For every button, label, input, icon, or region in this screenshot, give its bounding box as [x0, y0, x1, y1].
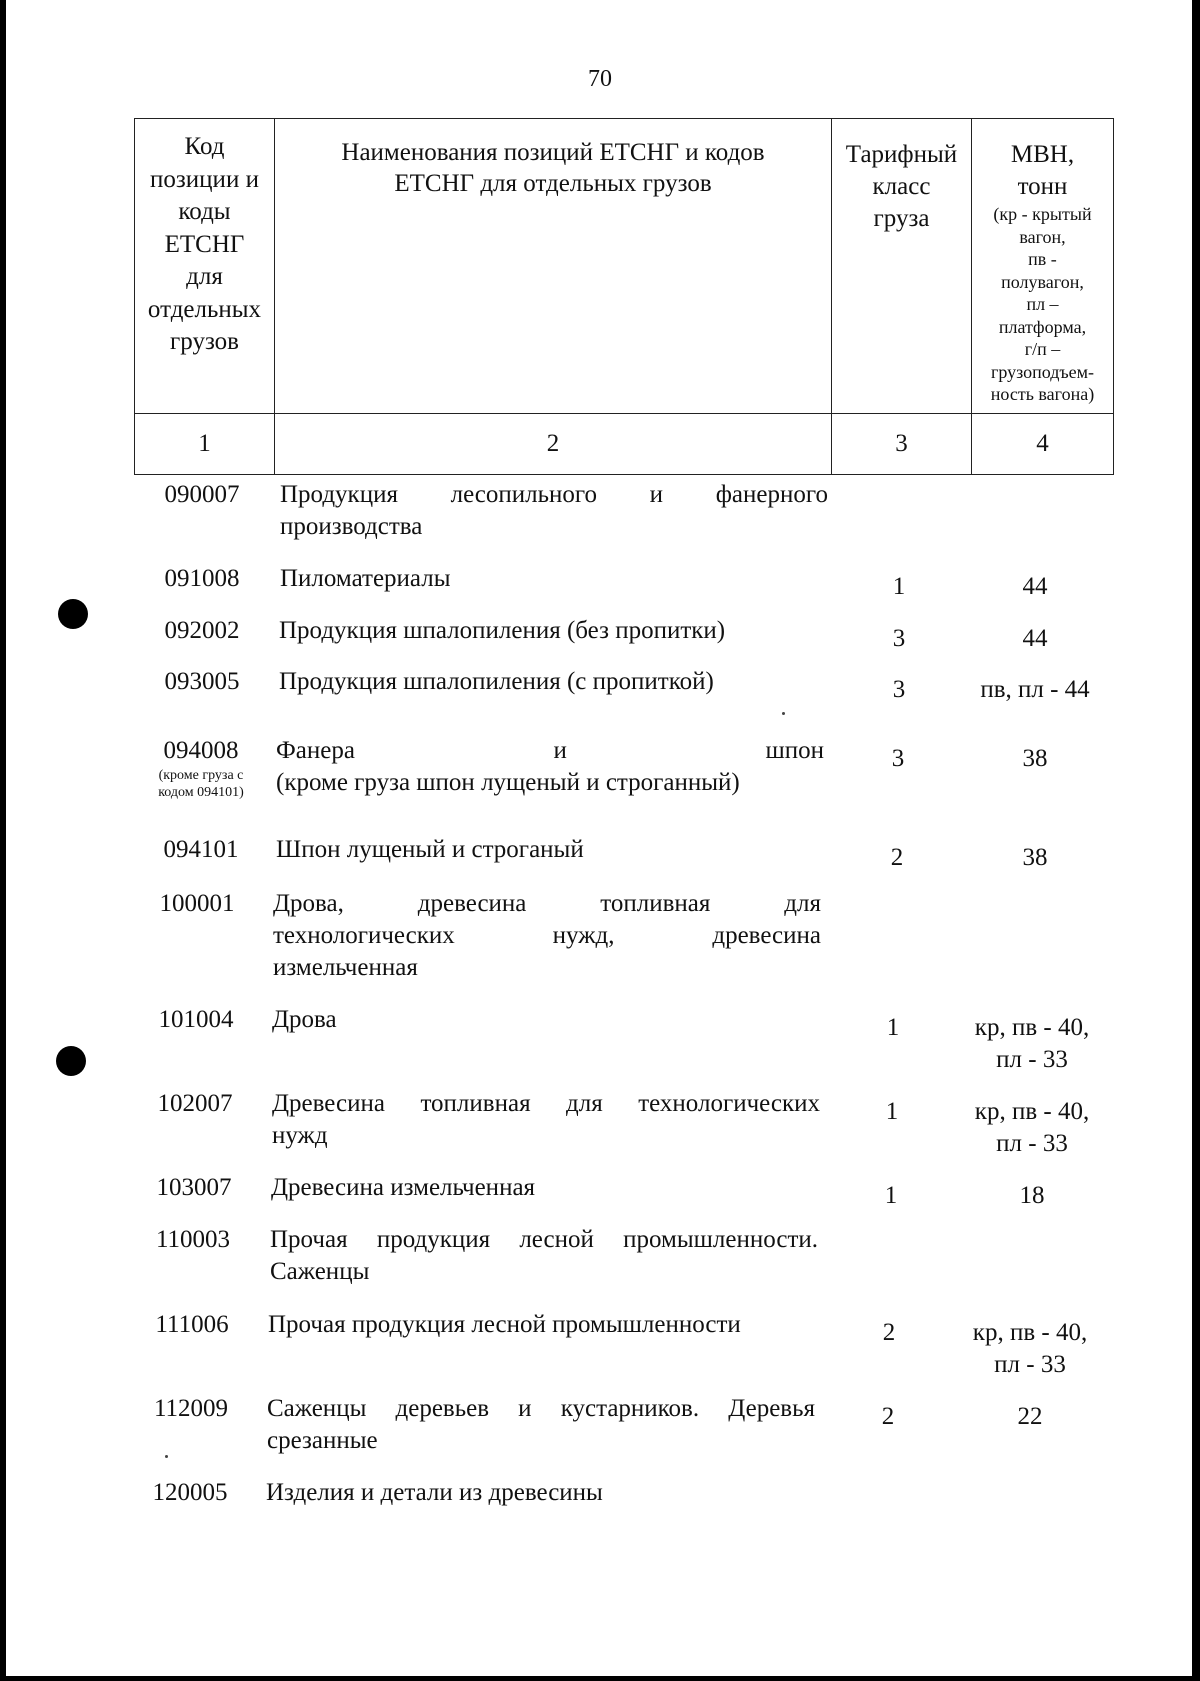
- mbn-value-line: 38: [1022, 844, 1048, 871]
- mbn-value: [952, 1180, 1112, 1212]
- position-name-line: Прочая продукция лесной промышленности.: [270, 1226, 818, 1253]
- tariff-class: 3: [892, 676, 906, 703]
- position-name-line: Прочая продукция лесной промышленности: [268, 1311, 741, 1338]
- header-code-column: [135, 119, 275, 414]
- mbn-value-line: 44: [1022, 625, 1048, 652]
- column-number: 4: [972, 414, 1114, 475]
- scan-speck: [165, 1455, 168, 1458]
- tariff-class: 2: [881, 1403, 895, 1430]
- position-name-line: Продукция лесопильного и фанерного: [280, 481, 828, 508]
- position-name-line: Дрова, древесина топливная для: [273, 890, 821, 917]
- position-code-value: 120005: [152, 1479, 228, 1506]
- position-code: [137, 666, 267, 698]
- mbn-value: [950, 1317, 1110, 1381]
- tariff-class: 3: [891, 745, 905, 772]
- header-line: отдельных: [147, 295, 262, 323]
- position-code-value: 090007: [164, 481, 240, 508]
- position-code: [128, 1224, 258, 1256]
- position-name-line: Древесина измельченная: [271, 1174, 536, 1201]
- mbn-value-line: 18: [1019, 1182, 1045, 1209]
- position-name-line: срезанные: [267, 1427, 378, 1454]
- header-mbn-column: [972, 119, 1114, 414]
- position-name: [280, 479, 828, 543]
- mbn-value: [952, 1096, 1112, 1160]
- position-name-line: Изделия и детали из древесины: [266, 1479, 603, 1506]
- header-subline: грузоподъем-: [990, 361, 1095, 382]
- mbn-value-line: пл - 33: [996, 1046, 1068, 1073]
- position-name-line: Древесина топливная для технологических: [272, 1090, 820, 1117]
- position-name-line: Саженцы: [270, 1258, 370, 1285]
- position-code-value: 103007: [156, 1174, 232, 1201]
- header-line: ЕТСНГ для отдельных грузов: [394, 170, 712, 197]
- position-code: [137, 479, 267, 511]
- mbn-value: [955, 571, 1115, 603]
- mbn-value: [955, 842, 1115, 874]
- mbn-value: [955, 743, 1115, 775]
- position-code-value: 092002: [164, 617, 240, 644]
- position-code: [136, 834, 266, 866]
- position-name: [272, 1088, 820, 1152]
- position-code-value: 094101: [163, 836, 239, 863]
- header-subline: г/п –: [1024, 339, 1061, 359]
- position-name: [267, 1393, 815, 1457]
- mbn-value: [955, 674, 1115, 706]
- position-name: [268, 1309, 816, 1341]
- mbn-value-line: кр, пв - 40,: [974, 1098, 1090, 1125]
- header-subline: ность вагона): [990, 384, 1095, 404]
- header-line: позиции и: [150, 165, 259, 193]
- position-name: [270, 1224, 818, 1288]
- position-name: [276, 834, 824, 866]
- page-number: 70: [588, 66, 612, 92]
- position-name-line: Дрова: [272, 1006, 337, 1033]
- position-name-line: технологических нужд, древесина: [273, 922, 821, 949]
- position-name: [271, 1172, 819, 1204]
- position-name-line: измельченная: [273, 954, 418, 981]
- position-code: [132, 888, 262, 920]
- header-line: груза: [873, 205, 930, 232]
- position-code: [127, 1309, 257, 1341]
- header-line: коды: [178, 198, 231, 225]
- header-line: Код: [184, 133, 225, 160]
- position-code-value: 110003: [155, 1226, 231, 1253]
- scan-speck: [782, 712, 785, 715]
- header-subline: (кр - крытый: [993, 204, 1092, 224]
- position-code-value: 101004: [158, 1006, 234, 1033]
- tariff-class: 2: [890, 844, 904, 871]
- header-line: МВН,: [1010, 141, 1075, 168]
- position-code: [136, 735, 266, 801]
- mbn-value-line: пл - 33: [994, 1351, 1066, 1378]
- position-code-value: 094008: [163, 737, 239, 764]
- header-tariff-column: [832, 119, 972, 414]
- position-code-note: (кроме груза с: [158, 768, 244, 783]
- position-name-line: (кроме груза шпон лущеный и строганный): [276, 769, 740, 796]
- position-name: [273, 888, 821, 984]
- position-code-value: 112009: [153, 1395, 229, 1422]
- position-code-value: 100001: [159, 890, 235, 917]
- position-code: [131, 1004, 261, 1036]
- mbn-value: [952, 1012, 1112, 1076]
- position-name-line: нужд: [272, 1122, 328, 1149]
- tariff-class: 1: [885, 1098, 899, 1125]
- mbn-value-line: пл - 33: [996, 1130, 1068, 1157]
- header-line: класс: [872, 173, 931, 200]
- header-line: Тарифный: [845, 141, 958, 168]
- punch-hole-mark: [56, 1046, 86, 1076]
- header-subline: полувагон,: [1001, 271, 1084, 292]
- header-line: грузов: [170, 328, 239, 355]
- header-subline: платформа,: [998, 316, 1087, 337]
- tariff-class: 2: [882, 1319, 896, 1346]
- header-line: ЕТСНГ: [164, 230, 245, 258]
- header-name-column: [275, 119, 832, 414]
- position-code: [129, 1172, 259, 1204]
- position-code-value: 093005: [164, 668, 240, 695]
- position-name: [266, 1477, 814, 1509]
- position-code: [130, 1088, 260, 1120]
- column-number: 3: [832, 414, 972, 475]
- position-name-line: Фанера и шпон: [276, 737, 824, 764]
- tariff-class: 1: [886, 1014, 900, 1041]
- position-code-value: 091008: [164, 565, 240, 592]
- punch-hole-mark: [58, 599, 88, 629]
- header-subline: пл –: [1026, 294, 1059, 314]
- mbn-value: [950, 1401, 1110, 1433]
- position-name-line: Продукция шпалопиления (с пропиткой): [279, 668, 714, 695]
- header-line: Наименования позиций ЕТСНГ и кодов: [341, 139, 765, 166]
- position-name-line: Пиломатериалы: [280, 565, 451, 592]
- position-code-value: 111006: [155, 1311, 229, 1338]
- position-name: [279, 615, 827, 647]
- position-code: [125, 1477, 255, 1509]
- header-line: тонн: [1017, 173, 1068, 200]
- tariff-class: 3: [892, 625, 906, 652]
- position-code-note: кодом 094101): [158, 785, 244, 800]
- header-line: для: [186, 263, 223, 290]
- mbn-value-line: кр, пв - 40,: [972, 1319, 1088, 1346]
- position-code: [137, 615, 267, 647]
- position-name-line: Продукция шпалопиления (без пропитки): [279, 617, 726, 644]
- position-name: [272, 1004, 820, 1036]
- mbn-value-line: 38: [1022, 745, 1048, 772]
- mbn-value-line: пв, пл - 44: [980, 676, 1090, 703]
- position-name: [280, 563, 828, 595]
- column-number: 2: [275, 414, 832, 475]
- position-code-value: 102007: [157, 1090, 233, 1117]
- position-name-line: Шпон лущеный и строганый: [276, 836, 584, 863]
- position-name: [279, 666, 827, 698]
- header-subline: вагон,: [1019, 226, 1066, 247]
- header-subline: пв -: [1028, 249, 1057, 269]
- tariff-class: 1: [892, 573, 906, 600]
- position-name-line: производства: [280, 513, 423, 540]
- mbn-value-line: кр, пв - 40,: [974, 1014, 1090, 1041]
- position-code: [137, 563, 267, 595]
- mbn-value-line: 22: [1017, 1403, 1043, 1430]
- mbn-value-line: 44: [1022, 573, 1048, 600]
- position-name: [276, 735, 824, 799]
- column-number: 1: [135, 414, 275, 475]
- table-header: [134, 118, 1114, 475]
- mbn-value: [955, 623, 1115, 655]
- position-name-line: Саженцы деревьев и кустарников. Деревья: [267, 1395, 815, 1422]
- position-code: [126, 1393, 256, 1425]
- tariff-class: 1: [884, 1182, 898, 1209]
